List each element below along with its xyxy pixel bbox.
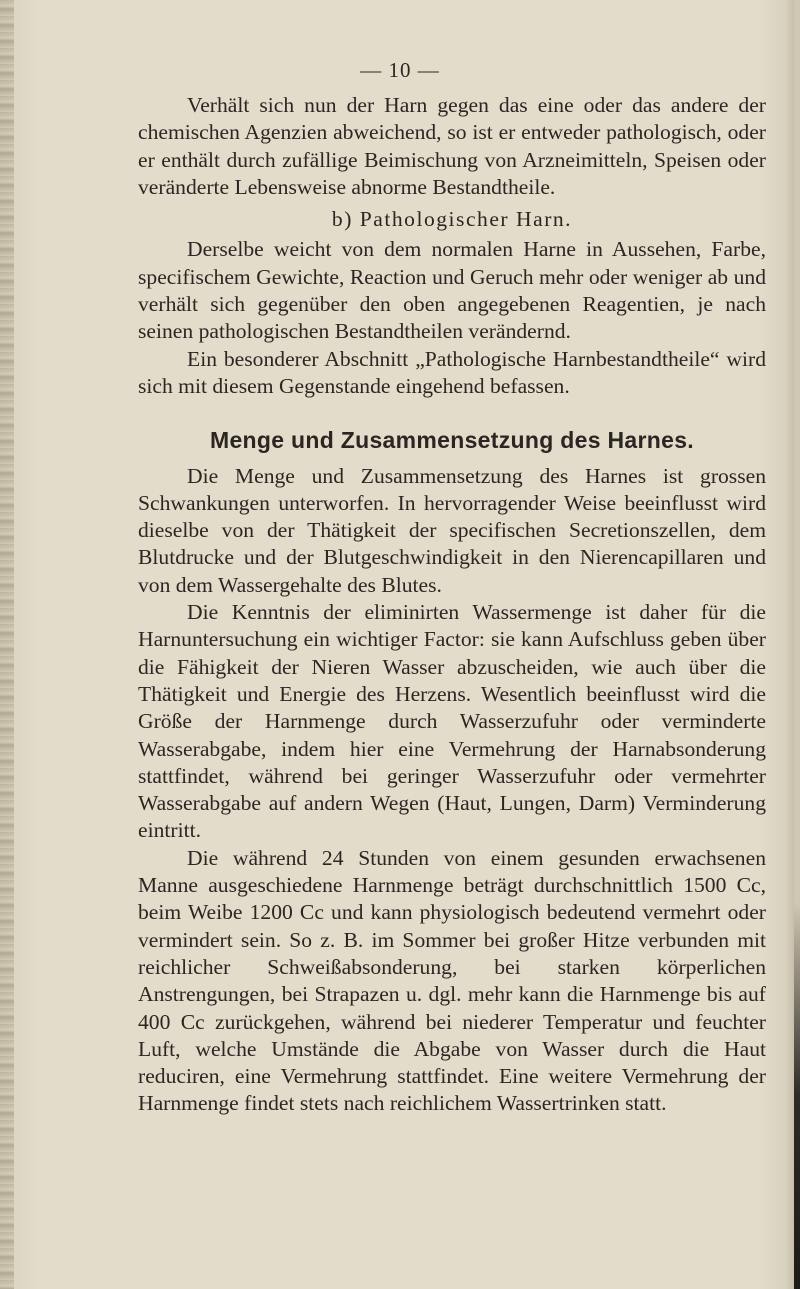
paragraph-menge-3: Die während 24 Stunden von einem gesunden erwachsenen Manne ausgeschiedene Harnmenge beträgt durchschnittlich 1500 Cc, beim Weibe 1200 Cc und kann physiologisch bedeutend vermehrt oder vermindert sein. So z. B. im Sommer bei großer Hitze verbunden mit reichlicher Schweißabsonderung, bei starken körperlichen Anstrengungen, bei Strapazen u. dgl. mehr kann die Harnmenge bis auf 400 Cc zurückgehen, während bei niederer Temperatur und feuchter Luft, welche Umstände die Abgabe von Wasser durch die Haut reduciren, eine Vermehrung stattfindet. Eine weitere Vermehrung der Harnmenge findet stets nach reichlichem Wassertrinken statt. bbox=[138, 845, 766, 1116]
page-body bbox=[138, 92, 766, 1118]
paragraph-intro: Verhält sich nun der Harn gegen das eine oder das andere der chemischen Agenzien abweichend, so ist er entweder pathologisch, oder er enthält durch zufällige Beimischung von Arzneimitteln, Speisen oder veränderte Lebensweise abnorme Bestandtheile. bbox=[138, 93, 766, 199]
paragraph-menge-1: Die Menge und Zusammensetzung des Harnes ist grossen Schwankungen unterworfen. In hervorragender Weise beeinflusst wird dieselbe von der Thätigkeit der specifischen Secretionszellen, dem Blutdrucke und der Blutgeschwindigkeit in den Nierencapillaren und von dem Wassergehalte des Blutes. bbox=[138, 463, 766, 597]
page-binding-edge bbox=[0, 0, 14, 1289]
page-right-edge bbox=[794, 0, 800, 1289]
section-title: Menge und Zusammensetzung des Harnes. bbox=[210, 427, 694, 454]
paragraph-menge-2: Die Kenntnis der eliminirten Wassermenge ist daher für die Harnuntersuchung ein wichtiger Factor: sie kann Aufschluss geben über die Fähigkeit der Nieren Wasser abzuscheiden, wie auch über die Thätigkeit und Energie des Herzens. Wesentlich beeinflusst wird die Größe der Harnmenge durch Wasserzufuhr oder verminderte Wasserabgabe, indem hier eine Vermehrung der Harnabsonderung stattfindet, während bei geringer Wasserzufuhr oder vermehrter Wasserabgabe auf andern Wegen (Haut, Lungen, Darm) Verminderung eintritt. bbox=[138, 600, 766, 843]
subheading-pathologischer-harn: b) Pathologischer Harn. bbox=[331, 207, 573, 232]
paragraph-pathologic-2: Ein besonderer Abschnitt „Pathologische Harnbestandtheile“ wird sich mit diesem Gegenstande eingehend befassen. bbox=[138, 346, 766, 398]
paragraph-pathologic-1: Derselbe weicht von dem normalen Harne in Aussehen, Farbe, specifischem Gewichte, Reaction und Geruch mehr oder weniger ab und verhält sich gegenüber den oben angegebenen Reagentien, je nach seinen pathologischen Bestandtheilen verändernd. bbox=[138, 237, 766, 344]
page-number: — 10 — bbox=[360, 58, 440, 82]
